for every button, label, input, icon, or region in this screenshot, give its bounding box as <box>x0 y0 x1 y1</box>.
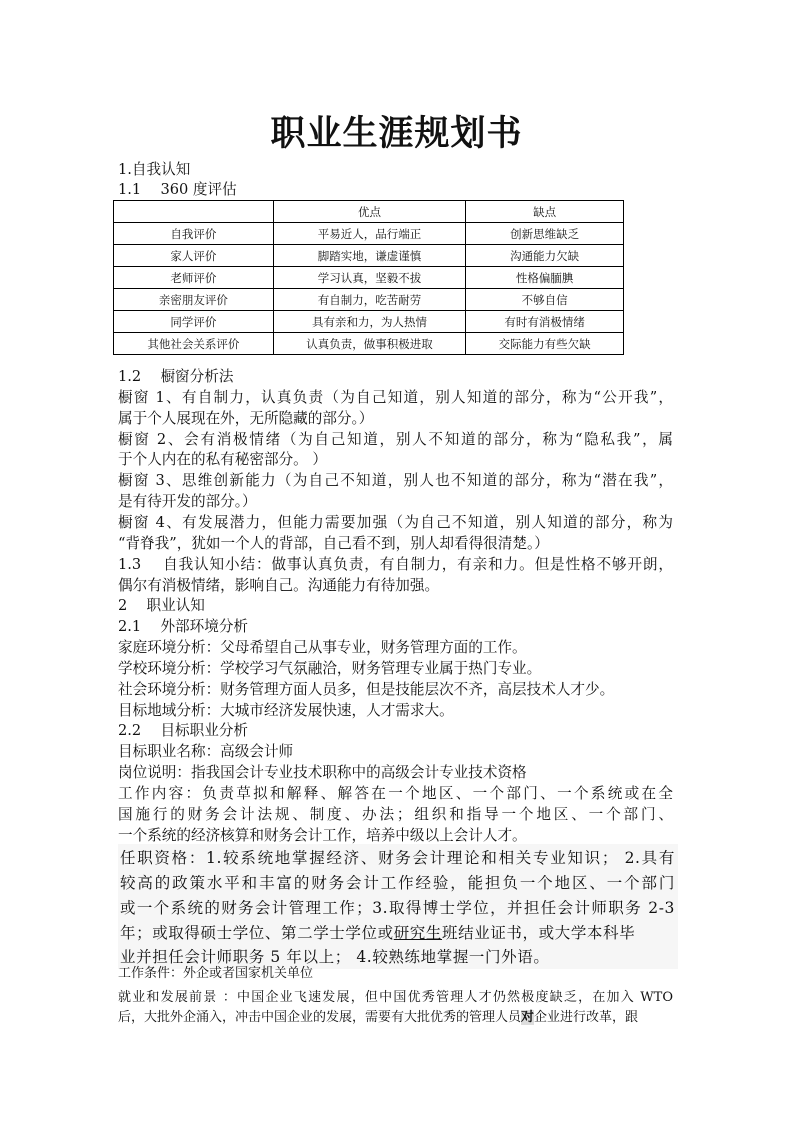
text-line: 是有待开发的部分。） <box>118 493 257 511</box>
text-line: 2 职业认知 <box>118 597 205 615</box>
text-line: 属于个人展现在外，无所隐藏的部分。） <box>118 409 374 427</box>
text-line: 1.3 自我认知小结：做事认真负责，有自制力，有亲和力。但是性格不够开朗， <box>118 555 673 573</box>
link-graduate[interactable]: 研究生 <box>393 924 443 942</box>
table-cell: 创新思维缺乏 <box>466 223 624 245</box>
text-line: “背脊我”，犹如一个人的背部，自己看不到，别人却看得很清楚。） <box>118 534 549 552</box>
text-line: 1.2 橱窗分析法 <box>118 368 234 385</box>
text-line: 橱窗 4、有发展潜力，但能力需要加强（为自己不知道，别人知道的部分，称为 <box>118 513 673 531</box>
qualification-line: 业并担任会计师职务 5 年以上； 4.较熟练地掌握一门外语。 <box>120 948 550 966</box>
table-cell: 性格偏腼腆 <box>466 267 624 289</box>
text: 后，大批外企涌入，冲击中国企业的发展，需要有大批优秀的管理人员 <box>118 1010 522 1025</box>
table-cell: 沟通能力欠缺 <box>466 245 624 267</box>
text: 企业进行改革，跟 <box>534 1010 639 1025</box>
text: 班结业证书，或大学本科毕 <box>442 924 636 942</box>
table-cell: 脚踏实地，谦虚谨慎 <box>273 245 466 267</box>
table-cell: 亲密朋友评价 <box>114 289 274 311</box>
table-cell: 自我评价 <box>114 223 274 245</box>
text-line: 目标地域分析：大城市经济发展快速，人才需求大。 <box>118 701 454 719</box>
text-line: 橱窗 3、思维创新能力（为自己不知道，别人也不知道的部分，称为“潜在我”， <box>118 472 673 490</box>
table-cell: 不够自信 <box>466 289 624 311</box>
page-title: 职业生涯规划书 <box>270 113 523 154</box>
table-row <box>114 333 624 355</box>
text-line: 2.2 目标职业分析 <box>118 722 249 740</box>
table-cell <box>114 201 274 223</box>
text-line: 工作内容：负责草拟和解释、解答在一个地区、一个部门、一个系统或在全 <box>118 785 673 802</box>
table-cell: 缺点 <box>466 201 624 223</box>
table-cell: 优点 <box>273 201 466 223</box>
heading-self-awareness: 1.自我认知 <box>118 161 191 178</box>
text-line: 家庭环境分析：父母希望自己从事专业，财务管理方面的工作。 <box>118 639 527 657</box>
table-cell: 平易近人，品行端正 <box>273 223 466 245</box>
text-line: 偶尔有消极情绪，影响自己。沟通能力有待加强。 <box>118 576 440 594</box>
work-conditions: 工作条件：外企或者国家机关单位 <box>118 966 314 981</box>
table-cell: 同学评价 <box>114 311 274 333</box>
table-cell: 有时有消极情绪 <box>466 311 624 333</box>
table-cell: 家人评价 <box>114 245 274 267</box>
text-line: 2.1 外部环境分析 <box>118 618 249 636</box>
table-header <box>114 201 624 223</box>
qualification-line <box>120 921 675 945</box>
text-line: 学校环境分析：学校学习气氛融洽，财务管理专业属于热门专业。 <box>118 659 542 677</box>
table-cell: 老师评价 <box>114 267 274 289</box>
table-cell: 学习认真，坚毅不拔 <box>273 267 466 289</box>
text-line: 于个人内在的私有秘密部分。 ） <box>118 451 327 469</box>
table-row <box>114 311 624 333</box>
heading-360: 1.1 360 度评估 <box>118 181 237 198</box>
table-row <box>114 267 624 289</box>
table-cell: 具有亲和力，为人热情 <box>273 311 466 333</box>
text-line: 社会环境分析：财务管理方面人员多，但是技能层次不齐，高层技术人才少。 <box>118 680 615 698</box>
text: 年；或取得硕士学位、第二学士学位或 <box>120 924 394 942</box>
table-row <box>114 223 624 245</box>
table-cell: 有自制力，吃苦耐劳 <box>273 289 466 311</box>
text-line: 橱窗 1、有自制力，认真负责（为自己知道，别人知道的部分，称为“公开我”， <box>118 388 673 406</box>
prospect-line <box>118 1008 673 1028</box>
prospect-line: 就业和发展前景 ：中国企业飞速发展，但中国优秀管理人才仍然极度缺乏，在加入 WTO <box>118 990 673 1005</box>
text-line: 目标职业名称：高级会计师 <box>118 743 294 761</box>
table-cell: 交际能力有些欠缺 <box>466 333 624 355</box>
highlighted-char: 对 <box>521 1010 535 1025</box>
text-line: 橱窗 2、会有消极情绪（为自己知道，别人不知道的部分，称为“隐私我”，属 <box>118 430 673 448</box>
table-cell: 认真负责，做事积极进取 <box>273 333 466 355</box>
table-row <box>114 289 624 311</box>
qualification-line: 较高的政策水平和丰富的财务会计工作经验，能担负一个地区、一个部门 <box>120 874 675 892</box>
text-line: 岗位说明：指我国会计专业技术职称中的高级会计专业技术资格 <box>118 764 527 782</box>
table-row <box>114 245 624 267</box>
qualification-line: 或一个系统的财务会计管理工作；3.取得博士学位，并担任会计师职务 2-3 <box>120 899 675 917</box>
evaluation-table <box>113 200 624 355</box>
table-cell: 其他社会关系评价 <box>114 333 274 355</box>
text-line: 一个系统的经济核算和财务会计工作，培养中级以上会计人才。 <box>118 826 527 844</box>
qualification-line: 任职资格：1.较系统地掌握经济、财务会计理论和相关专业知识； 2.具有 <box>120 849 675 867</box>
text-line: 国施行的财务会计法规、制度、办法；组织和指导一个地区、一个部门、 <box>118 805 673 823</box>
